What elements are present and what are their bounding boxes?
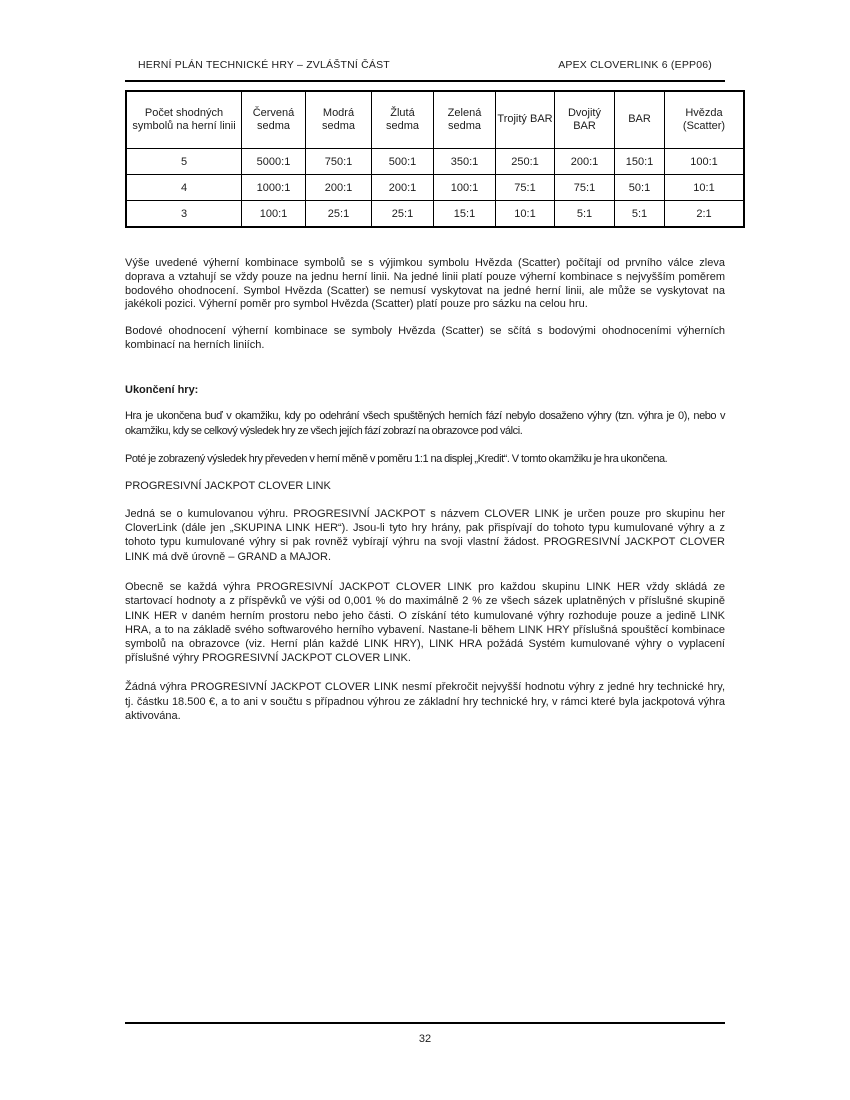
paytable-cell: 100:1: [665, 149, 745, 175]
paytable-cell: 75:1: [555, 175, 615, 201]
paytable-cell: 100:1: [434, 175, 496, 201]
paytable-cell: 200:1: [555, 149, 615, 175]
paytable-row: [126, 201, 744, 228]
paytable-cell: 10:1: [665, 175, 745, 201]
paytable-header-cell: Žlutá sedma: [372, 91, 434, 149]
paytable-cell: 5000:1: [242, 149, 306, 175]
paytable-cell: 100:1: [242, 201, 306, 228]
paytable-row: [126, 149, 744, 175]
paytable-cell: 50:1: [615, 175, 665, 201]
paytable-cell: 3: [126, 201, 242, 228]
page-header: [125, 59, 725, 82]
paytable-cell: 750:1: [306, 149, 372, 175]
paytable-cell: 10:1: [496, 201, 555, 228]
paragraph-jackpot-1: Jedná se o kumulovanou výhru. PROGRESIVNÍ JACKPOT s názvem CLOVER LINK je určen pouze pro skupinu her CloverLink (dále jen „SKUPINA LINK HER“). Jsou-li tyto hry hrány, pak přispívají do tohoto typu kumulované výhry a z tohoto typu kumulované výhry si pak rovněž vybírají výhru na svoji vlastní žádost. PROGRESIVNÍ JACKPOT CLOVER LINK má dvě úrovně – GRAND a MAJOR.: [125, 507, 725, 563]
paytable-head: [126, 91, 744, 149]
paytable-cell: 150:1: [615, 149, 665, 175]
paytable-cell: 4: [126, 175, 242, 201]
paytable-header-cell: Zelená sedma: [434, 91, 496, 149]
paytable-cell: 5:1: [615, 201, 665, 228]
paytable-cell: 5:1: [555, 201, 615, 228]
paytable-cell: 1000:1: [242, 175, 306, 201]
paytable: [125, 90, 745, 228]
paytable-row: [126, 175, 744, 201]
header-title-right: APEX CLOVERLINK 6 (EPP06): [558, 59, 712, 71]
paytable-cell: 75:1: [496, 175, 555, 201]
paytable-cell: 200:1: [306, 175, 372, 201]
page-number: 32: [418, 1033, 432, 1045]
paytable-header-cell: Modrá sedma: [306, 91, 372, 149]
paytable-cell: 350:1: [434, 149, 496, 175]
heading-progressive-jackpot: PROGRESIVNÍ JACKPOT CLOVER LINK: [125, 479, 331, 492]
paytable-header-cell: Dvojitý BAR: [555, 91, 615, 149]
page-content: [125, 90, 725, 736]
paytable-header-row: [126, 91, 744, 149]
paytable-cell: 500:1: [372, 149, 434, 175]
paytable-body: [126, 149, 744, 228]
paytable-cell: 2:1: [665, 201, 745, 228]
paytable-cell: 5: [126, 149, 242, 175]
page-footer: [125, 1022, 725, 1045]
paytable-cell: 25:1: [306, 201, 372, 228]
paragraph-scatter-rules: Výše uvedené výherní kombinace symbolů se s výjimkou symbolu Hvězda (Scatter) počítají od prvního válce zleva doprava a vztahují se vždy pouze na jednu herní linii. Na jedné linii platí pouze výherní kombinace s nejvyšším poměrem bodového ohodnocení. Symbol Hvězda (Scatter) se nemusí vyskytovat na jedné herní linii, ale může se vyskytovat na jakékoli pozici. Výherní poměr pro symbol Hvězda (Scatter) platí pouze pro sázku na celou hru.: [125, 257, 725, 311]
heading-game-end: Ukončení hry:: [125, 383, 199, 396]
paytable-header-cell: Počet shodných symbolů na herní linii: [126, 91, 242, 149]
header-title-left: HERNÍ PLÁN TECHNICKÉ HRY – ZVLÁŠTNÍ ČÁST: [138, 59, 390, 71]
paytable-cell: 15:1: [434, 201, 496, 228]
paytable-cell: 200:1: [372, 175, 434, 201]
paytable-header-cell: BAR: [615, 91, 665, 149]
paytable-cell: 250:1: [496, 149, 555, 175]
paragraph-jackpot-3: Žádná výhra PROGRESIVNÍ JACKPOT CLOVER LINK nesmí překročit nejvyšší hodnotu výhry z jedné hry technické hry, tj. částku 18.500 €, a to ani v součtu s případnou výhrou ze základní hry technické hry, v rámci které byla jackpotová výhra aktivována.: [125, 681, 725, 722]
paragraph-scatter-points: Bodové ohodnocení výherní kombinace se symboly Hvězda (Scatter) se sčítá s bodovými ohodnoceními výherních kombinací na herních liniích.: [125, 325, 725, 351]
paragraph-game-end-1: Hra je ukončena buď v okamžiku, kdy po odehrání všech spuštěných herních fází nebylo dosaženo výhry (tzn. výhra je 0), nebo v okamžiku, kdy se celkový výsledek hry ze všech jejích fází zobrazí na obrazovce pod válci.: [125, 409, 725, 437]
paragraph-jackpot-2: Obecně se každá výhra PROGRESIVNÍ JACKPOT CLOVER LINK pro každou skupinu LINK HER vždy skládá ze startovací hodnoty a z příspěvků ve výši od 0,001 % do maximálně 2 % ze všech sázek uplatněných v příslušné skupině LINK HER v daném herním prostoru nebo jeho části. O získání této kumulované výhry rozhoduje pouze a jedině LINK HRA, a to na základě svého softwarového herního vybavení. Nastane-li během LINK HRY příslušná spouštěcí kombinace symbolů na obrazovce (viz. Herní plán každé LINK HRY), LINK HRA požádá Systém kumulované výhry o vyplacení příslušné výhry PROGRESIVNÍ JACKPOT CLOVER LINK.: [125, 581, 725, 665]
paytable-cell: 25:1: [372, 201, 434, 228]
paytable-header-cell: Trojitý BAR: [496, 91, 555, 149]
paragraph-game-end-2: Poté je zobrazený výsledek hry převeden v herní měně v poměru 1:1 na displej „Kredit“. V tomto okamžiku je hra ukončena.: [125, 452, 668, 465]
paytable-header-cell: Červená sedma: [242, 91, 306, 149]
paytable-header-cell: Hvězda (Scatter): [665, 91, 745, 149]
